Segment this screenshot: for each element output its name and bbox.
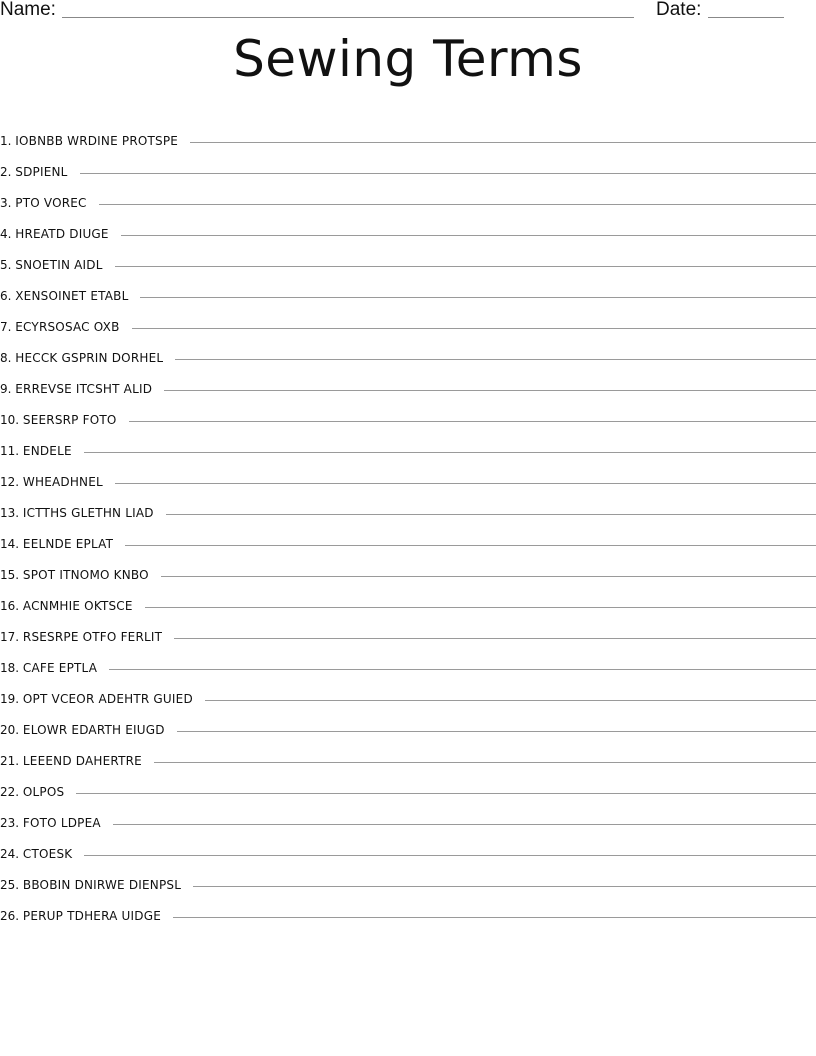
scrambled-term [0, 352, 163, 364]
scrambled-word: SDPIENL [15, 165, 68, 179]
scrambled-term [0, 817, 101, 829]
list-item [0, 267, 816, 303]
list-item [0, 670, 816, 706]
answer-line[interactable] [129, 421, 816, 422]
scrambled-term [0, 228, 109, 240]
scrambled-term [0, 166, 68, 178]
answer-line[interactable] [76, 793, 816, 794]
scrambled-word: ACNMHIE OKTSCE [22, 599, 133, 613]
list-item [0, 794, 816, 830]
scrambled-term [0, 662, 97, 674]
scrambled-word: XENSOINET ETABL [15, 289, 129, 303]
item-number: 19. [0, 692, 23, 706]
scrambled-term [0, 724, 165, 736]
scrambled-term [0, 538, 113, 550]
scrambled-term [0, 755, 142, 767]
item-number: 9. [0, 382, 16, 396]
item-number: 3. [0, 196, 16, 210]
scrambled-term [0, 693, 193, 705]
scrambled-word: ECYRSOSAC OXB [15, 320, 120, 334]
item-number: 5. [0, 258, 16, 272]
answer-line[interactable] [166, 514, 816, 515]
item-number: 14. [0, 537, 23, 551]
scrambled-term [0, 476, 103, 488]
item-number: 16. [0, 599, 23, 613]
answer-line[interactable] [154, 762, 816, 763]
list-item [0, 329, 816, 365]
scrambled-term [0, 135, 178, 147]
header [0, 0, 816, 24]
answer-line[interactable] [109, 669, 816, 670]
answer-line[interactable] [113, 824, 816, 825]
scrambled-term [0, 259, 103, 271]
item-number: 26. [0, 909, 23, 923]
date-label: Date: [656, 0, 702, 20]
answer-line[interactable] [205, 700, 816, 701]
list-item [0, 236, 816, 272]
list-item [0, 453, 816, 489]
answer-line[interactable] [175, 359, 816, 360]
item-number: 11. [0, 444, 23, 458]
scrambled-word: ICTTHS GLETHN LIAD [22, 506, 154, 520]
scrambled-term [0, 414, 117, 426]
item-number: 2. [0, 165, 16, 179]
scrambled-word: HREATD DIUGE [15, 227, 109, 241]
answer-line[interactable] [99, 204, 816, 205]
scrambled-word: OLPOS [22, 785, 65, 799]
list-item [0, 825, 816, 861]
scrambled-word: HECCK GSPRIN DORHEL [15, 351, 164, 365]
answer-line[interactable] [84, 452, 816, 453]
item-number: 6. [0, 289, 16, 303]
scrambled-word: PTO VOREC [15, 196, 87, 210]
answer-line[interactable] [173, 917, 816, 918]
scrambled-word: WHEADHNEL [22, 475, 103, 489]
answer-line[interactable] [164, 390, 816, 391]
list-item [0, 174, 816, 210]
answer-line[interactable] [125, 545, 816, 546]
answer-line[interactable] [174, 638, 816, 639]
word-scramble-list [0, 112, 816, 923]
scrambled-word: FOTO LDPEA [22, 816, 101, 830]
scrambled-word: SEERSRP FOTO [22, 413, 117, 427]
item-number: 1. [0, 134, 16, 148]
date-field[interactable] [708, 17, 784, 18]
scrambled-term [0, 197, 87, 209]
answer-line[interactable] [190, 142, 816, 143]
item-number: 13. [0, 506, 23, 520]
scrambled-term [0, 569, 149, 581]
scrambled-word: CTOESK [22, 847, 73, 861]
answer-line[interactable] [177, 731, 816, 732]
list-item [0, 422, 816, 458]
scrambled-term [0, 600, 133, 612]
name-label: Name: [0, 0, 56, 20]
scrambled-word: ENDELE [22, 444, 72, 458]
scrambled-term [0, 879, 181, 891]
item-number: 15. [0, 568, 23, 582]
answer-line[interactable] [121, 235, 816, 236]
item-number: 17. [0, 630, 23, 644]
scrambled-term [0, 507, 154, 519]
item-number: 22. [0, 785, 23, 799]
answer-line[interactable] [145, 607, 816, 608]
item-number: 20. [0, 723, 23, 737]
scrambled-word: EELNDE EPLAT [22, 537, 114, 551]
scrambled-word: ELOWR EDARTH EIUGD [22, 723, 165, 737]
answer-line[interactable] [115, 266, 816, 267]
item-number: 23. [0, 816, 23, 830]
scrambled-word: LEEEND DAHERTRE [22, 754, 142, 768]
scrambled-word: SNOETIN AIDL [15, 258, 103, 272]
list-item [0, 546, 816, 582]
scrambled-term [0, 321, 120, 333]
item-number: 21. [0, 754, 23, 768]
scrambled-term [0, 631, 162, 643]
item-number: 12. [0, 475, 23, 489]
item-number: 10. [0, 413, 23, 427]
scrambled-word: RSESRPE OTFO FERLIT [22, 630, 163, 644]
scrambled-word: CAFE EPTLA [22, 661, 98, 675]
name-field[interactable] [62, 17, 634, 18]
page-title: Sewing Terms [233, 30, 583, 88]
scrambled-term [0, 786, 64, 798]
answer-line[interactable] [161, 576, 816, 577]
item-number: 25. [0, 878, 23, 892]
list-item [0, 205, 816, 241]
answer-line[interactable] [115, 483, 816, 484]
scrambled-word: IOBNBB WRDINE PROTSPE [15, 134, 179, 148]
list-item [0, 112, 816, 148]
scrambled-term [0, 848, 72, 860]
item-number: 4. [0, 227, 16, 241]
item-number: 7. [0, 320, 16, 334]
scrambled-word: OPT VCEOR ADEHTR GUIED [22, 692, 193, 706]
scrambled-word: BBOBIN DNIRWE DIENPSL [22, 878, 182, 892]
answer-line[interactable] [80, 173, 816, 174]
scrambled-term [0, 290, 128, 302]
list-item [0, 856, 816, 892]
list-item [0, 484, 816, 520]
answer-line[interactable] [193, 886, 816, 887]
scrambled-word: PERUP TDHERA UIDGE [22, 909, 161, 923]
scrambled-term [0, 445, 72, 457]
item-number: 8. [0, 351, 16, 365]
answer-line[interactable] [84, 855, 816, 856]
scrambled-word: SPOT ITNOMO KNBO [22, 568, 149, 582]
answer-line[interactable] [140, 297, 816, 298]
item-number: 18. [0, 661, 23, 675]
item-number: 24. [0, 847, 23, 861]
scrambled-term [0, 910, 161, 922]
scrambled-word: ERREVSE ITCSHT ALID [15, 382, 153, 396]
scrambled-term [0, 383, 152, 395]
answer-line[interactable] [132, 328, 816, 329]
